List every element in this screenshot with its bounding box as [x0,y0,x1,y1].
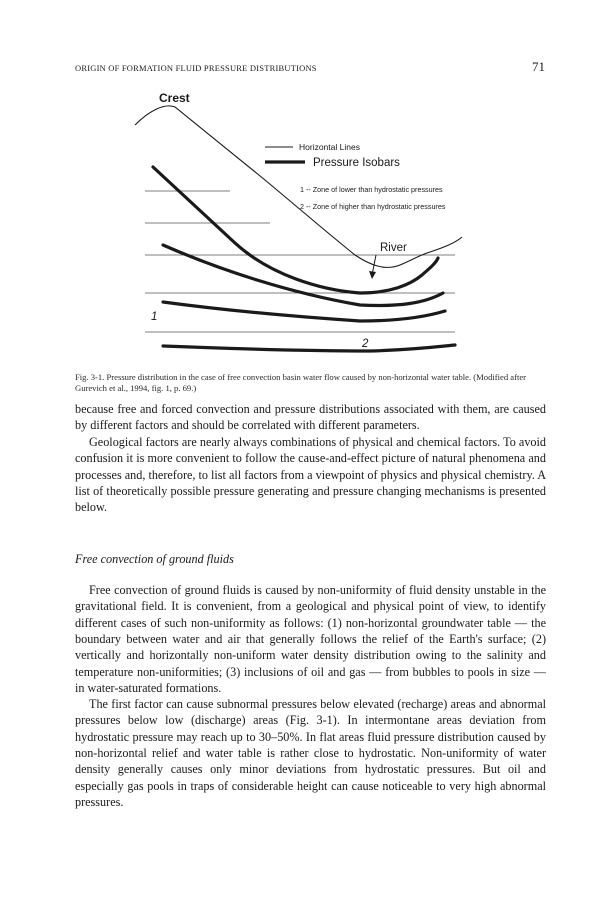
zone-2-marker: 2 [362,338,369,350]
legend-zone-2: 2 -- Zone of higher than hydrostatic pressures [300,202,446,211]
legend-zone-1: 1 -- Zone of lower than hydrostatic pressures [300,185,443,194]
zone-1-marker: 1 [151,311,158,323]
paragraph-3: Free convection of ground fluids is caused by non-uniformity of fluid density unstable in the gravitational field. It is convenient, from a geological and physical point of view, to identify different cases of such non-uniformity as follows: (1) non-horizontal groundwater table — the boundary between water and air that generally follows the relief of the Earth's surface; (2) vertically and horizontally non-uniform water density distribution owing to the salinity and temperature non-uniformities; (3) inclusions of oil and gas — from bubbles to pools in size — in water-saturated formations. [75,583,546,696]
paragraph-2: Geological factors are nearly always combinations of physical and chemical factors. To avoid confusion it is more convenient to follow the cause-and-effect picture of natural phenomena and processes and, therefore, to list all factors from a viewpoint of physics and physical chemistry. A list of theoretically possible pressure generating and pressure changing mechanisms is presented below. [75,435,547,515]
paragraph-1: because free and forced convection and pressure distributions associated with them, are caused by different factors and should be correlated with different parameters. [75,402,546,433]
paragraph-4: The first factor can cause subnormal pressures below elevated (recharge) areas and abnormal pressures below low (discharge) areas (Fig. 3-1). In intermontane areas deviation from hydrostatic pressure may reach up to 30–50%. In flat areas fluid pressure distribution caused by non-horizontal relief and water table is rather close to hydrostatic. Non-uniformity of water density generally causes only minor deviations from hydrostatic pressures. But oil and especially gas pools in traps of considerable height can cause noticeable to very high abnormal pressures. [75,697,546,810]
section-heading: Free convection of ground fluids [75,552,234,566]
pressure-isobar [163,245,443,306]
figure-legend [265,142,446,211]
river-arrowhead-icon [369,271,376,279]
legend-pressure-isobars: Pressure Isobars [313,157,400,169]
figure-caption: Fig. 3-1. Pressure distribution in the case of free convection basin water flow caused by non-horizontal water table. (Modified after Gurevich et al., 1994, fig. 1, p. 69.) [75,372,527,393]
crest-label: Crest [159,91,190,105]
page-number: 71 [532,59,545,74]
running-head: ORIGIN OF FORMATION FLUID PRESSURE DISTRIBUTIONS [75,63,317,73]
figure-pressure-distribution [70,85,540,365]
river-label: River [380,242,407,254]
legend-horizontal-lines: Horizontal Lines [299,142,360,152]
pressure-isobar [163,345,455,351]
pressure-isobars [153,167,455,351]
